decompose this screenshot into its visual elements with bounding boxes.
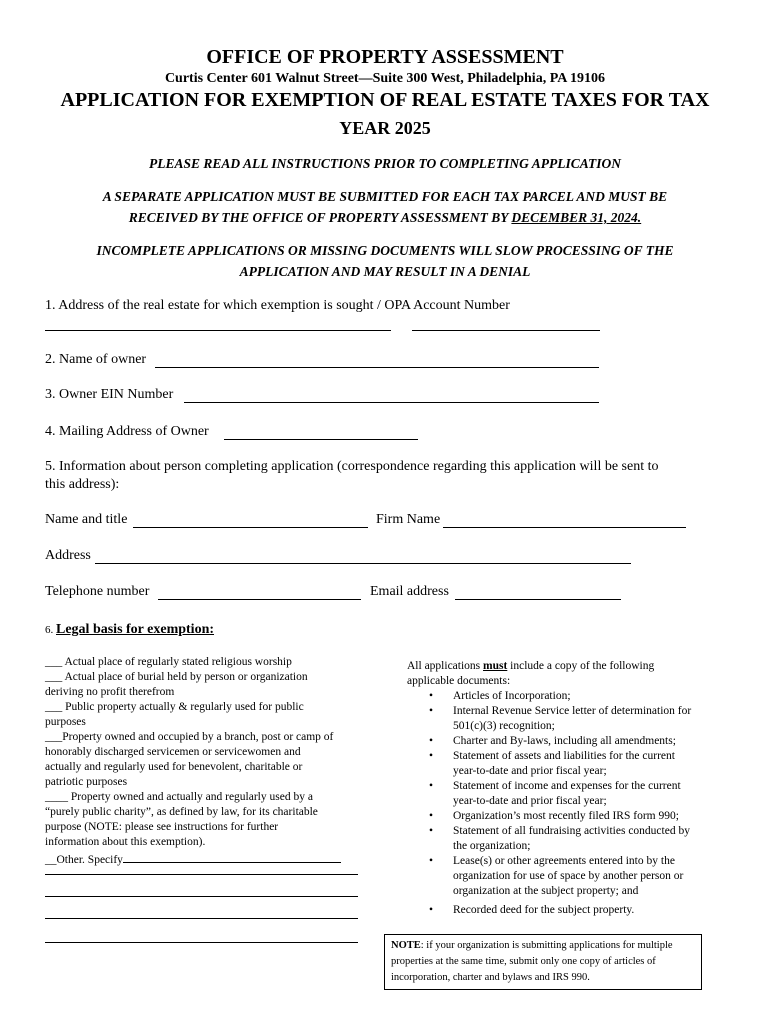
option-veterans-cont: patriotic purposes — [45, 776, 128, 788]
doc-deed: • Recorded deed for the subject property. — [453, 903, 691, 918]
instruction-separate-2: RECEIVED BY THE OFFICE OF PROPERTY ASSESSMENT BY DECEMBER 31, 2024. — [128, 210, 642, 225]
doc-income: • Statement of income and expenses for the current year-to-date and prior fiscal year; — [453, 779, 691, 809]
firm-name-label: Firm Name — [376, 512, 441, 527]
documents-list — [407, 689, 691, 918]
option-public-property-cont: purposes — [45, 716, 86, 728]
other-line-2[interactable] — [45, 896, 358, 897]
legal-basis-options — [45, 655, 341, 868]
legal-basis-heading: 6. Legal basis for exemption: — [45, 622, 215, 637]
q5-label-line1: 5. Information about person completing application (correspondence regarding this application will be sent to — [45, 459, 659, 474]
doc-irs-990: • Organization’s most recently filed IRS form 990; — [453, 809, 691, 824]
office-address: Curtis Center 601 Walnut Street—Suite 300 West, Philadelphia, PA 19106 — [164, 71, 606, 86]
option-public-charity-cont: information about this exemption). — [45, 836, 206, 848]
email-label: Email address — [370, 584, 449, 599]
option-veterans[interactable]: ___Property owned and occupied by a branch, post or camp of — [45, 731, 334, 743]
doc-leases: • Lease(s) or other agreements entered into by the organization for use of space by another person or organization at the subject property; and — [453, 854, 691, 899]
q2-owner-name-input[interactable] — [155, 353, 599, 368]
form-title-line1: APPLICATION FOR EXEMPTION OF REAL ESTATE TAXES FOR TAX — [60, 89, 710, 111]
option-burial-cont: deriving no profit therefrom — [45, 686, 175, 698]
q3-ein-input[interactable] — [184, 388, 599, 403]
doc-articles: • Articles of Incorporation; — [453, 689, 691, 704]
email-input[interactable] — [455, 585, 621, 600]
q5-label-line2: this address): — [45, 477, 120, 492]
q1-address-input[interactable] — [45, 316, 391, 331]
option-veterans-cont: honorably discharged servicemen or servicewomen and — [45, 746, 301, 758]
doc-irs-letter: • Internal Revenue Service letter of determination for 501(c)(3) recognition; — [453, 704, 691, 734]
telephone-label: Telephone number — [45, 584, 150, 599]
doc-assets: • Statement of assets and liabilities for the current year-to-date and prior fiscal year; — [453, 749, 691, 779]
address-input[interactable] — [95, 549, 631, 564]
q4-mailing-address-input[interactable] — [224, 425, 418, 440]
name-title-label: Name and title — [45, 512, 128, 527]
instruction-separate-1: A SEPARATE APPLICATION MUST BE SUBMITTED FOR EACH TAX PARCEL AND MUST BE — [102, 189, 668, 204]
firm-name-input[interactable] — [443, 513, 686, 528]
note-label: NOTE — [391, 940, 421, 951]
address-label: Address — [45, 548, 91, 563]
q1-opa-account-input[interactable] — [412, 316, 600, 331]
instruction-incomplete-2: APPLICATION AND MAY RESULT IN A DENIAL — [239, 264, 531, 279]
deadline-date: DECEMBER 31, 2024. — [511, 210, 642, 225]
telephone-input[interactable] — [158, 585, 361, 600]
instruction-incomplete-1: INCOMPLETE APPLICATIONS OR MISSING DOCUMENTS WILL SLOW PROCESSING OF THE — [96, 243, 674, 258]
option-religious-worship[interactable]: ___ Actual place of regularly stated religious worship — [45, 656, 292, 668]
q2-label: 2. Name of owner — [45, 352, 147, 367]
doc-fundraising: • Statement of all fundraising activities conducted by the organization; — [453, 824, 691, 854]
name-title-input[interactable] — [133, 513, 368, 528]
option-public-property[interactable]: ___ Public property actually & regularly used for public — [45, 701, 304, 713]
option-public-charity[interactable]: ____ Property owned and actually and regularly used by a — [45, 791, 313, 803]
form-title-line2: YEAR 2025 — [339, 118, 431, 138]
option-public-charity-cont: “purely public charity”, as defined by law, for its charitable — [45, 806, 318, 818]
q3-label: 3. Owner EIN Number — [45, 387, 174, 402]
doc-bylaws: • Charter and By-laws, including all amendments; — [453, 734, 691, 749]
office-title: OFFICE OF PROPERTY ASSESSMENT — [206, 46, 564, 68]
option-other[interactable]: __Other. Specify — [45, 850, 341, 868]
option-public-charity-cont: purpose (NOTE: please see instructions for further — [45, 821, 279, 833]
option-burial[interactable]: ___ Actual place of burial held by person or organization — [45, 671, 308, 683]
q4-label: 4. Mailing Address of Owner — [45, 424, 209, 439]
instruction-read: PLEASE READ ALL INSTRUCTIONS PRIOR TO COMPLETING APPLICATION — [149, 156, 621, 171]
note-box — [384, 934, 702, 990]
other-line-3[interactable] — [45, 918, 358, 919]
note-text: : if your organization is submitting applications for multiple properties at the same time, submit only one copy of articles of incorporation, charter and bylaws and IRS 990. — [391, 940, 673, 983]
q1-label: 1. Address of the real estate for which exemption is sought / OPA Account Number — [45, 298, 510, 313]
documents-intro: All applications must include a copy of the following applicable documents: — [407, 660, 655, 687]
other-line-1[interactable] — [45, 874, 358, 875]
option-veterans-cont: actually and regularly used for benevolent, charitable or — [45, 761, 303, 773]
other-line-4[interactable] — [45, 942, 358, 943]
